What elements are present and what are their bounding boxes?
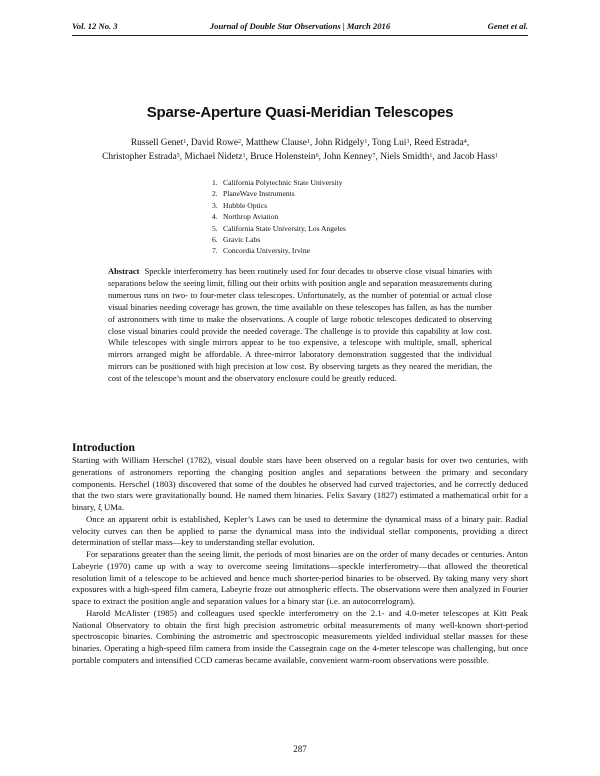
running-author: Genet et al. (487, 21, 528, 31)
author-separator: , (318, 152, 324, 162)
affiliation-name: PlaneWave Instruments (223, 189, 295, 199)
author-list (72, 136, 528, 164)
affiliation-marker: 3 (406, 139, 410, 145)
affiliation-marker: 1 (183, 139, 187, 145)
author-separator: , (375, 152, 381, 162)
affiliation-name: California State University, Los Angeles (223, 223, 346, 233)
affiliation-item (212, 200, 462, 211)
affiliation-list (212, 177, 462, 257)
intro-paragraph: For separations greater than the seeing limit, the periods of most binaries are on the order of many decades or centuries. Anton Labeyrie (1970) came up with a way to overcome seeing limitations—speckle interferometry—that allowed the theoretical resolution limit of a telescope to be achieved and hence much shorter-period binaries to be observed. By taking many very short exposures with a high-speed film camera, Labeyrie froze out atmospheric effects. The observations were then analyzed in Fourier space to extract the position angle and separation values for a binary star (i.e. an autocorrelogram). (72, 549, 528, 606)
affiliation-marker: 1 (242, 153, 246, 159)
author-name: Russell Genet (130, 138, 184, 148)
author-name: Bruce Holenstein (250, 152, 316, 162)
author-separator: , (309, 138, 315, 148)
author-name: Matthew Clause (245, 138, 307, 148)
abstract (108, 266, 492, 385)
author-name: Tong Lui (371, 138, 407, 148)
author-name: Niels Smidth (380, 152, 430, 162)
author-name: Christopher Estrada (102, 152, 177, 162)
affiliation-number: 3. (212, 200, 218, 210)
affiliation-item (212, 188, 462, 199)
affiliation-marker: 1 (429, 153, 433, 159)
author-name: Michael Nidetz (184, 152, 243, 162)
affiliation-marker: 5 (176, 153, 180, 159)
author-separator: , (367, 138, 372, 148)
affiliation-item (212, 223, 462, 234)
author-name: Jacob Hass (453, 152, 495, 162)
page-number: 287 (293, 744, 307, 754)
affiliation-number: 2. (212, 189, 218, 199)
affiliation-item (212, 177, 462, 188)
abstract-label: Abstract (108, 266, 140, 276)
affiliation-name: Hubble Optics (223, 200, 268, 210)
author-separator: , (466, 138, 470, 148)
affiliation-marker: 7 (372, 153, 376, 159)
intro-paragraph: Once an apparent orbit is established, Kepler’s Laws can be used to determine the dynamical mass of a binary pair. Radial velocity curves can then be applied to parse the dynamical mass into the individual stellar components, providing a direct determination of stellar mass—key to understanding stellar evolution. (72, 513, 528, 548)
intro-paragraph: Starting with William Herschel (1782), visual double stars have been observed on a regular basis for over two centuries, with generations of astronomers reporting the changing position angles and separations between the primary and secondary components. Herschel (1803) discovered that some of the doubles he observed had curved trajectories, and he correctly deduced that the two stars were gravitationally bound. He named them binaries. Felix Savary (1827) estimated a mathematical orbit for a binary, ξ UMa. (72, 455, 528, 512)
affiliation-number: 6. (212, 235, 218, 245)
author-separator: , (241, 138, 246, 148)
affiliation-number: 4. (212, 212, 218, 222)
author-separator: , and (432, 152, 453, 162)
author-name: David Rowe (190, 138, 239, 148)
affiliation-marker: 6 (315, 153, 319, 159)
affiliation-name: California Polytechnic State University (223, 178, 343, 187)
author-line-1 (72, 136, 528, 150)
affiliation-marker: 1 (494, 153, 498, 159)
author-separator: , (409, 138, 415, 148)
affiliation-item (212, 211, 462, 222)
author-separator: , (179, 152, 185, 162)
header-rule (72, 35, 528, 36)
volume-label: Vol. 12 No. 3 (72, 21, 118, 31)
affiliation-marker: 1 (364, 139, 368, 145)
affiliation-item (212, 245, 462, 256)
paper-title: Sparse-Aperture Quasi-Meridian Telescopes (146, 104, 454, 121)
affiliation-marker: 1 (306, 139, 310, 145)
journal-name: Journal of Double Star Observations | March 2016 (209, 21, 391, 31)
affiliation-item (212, 234, 462, 245)
author-line-2 (72, 150, 528, 164)
author-name: Reed Estrada (414, 138, 464, 148)
affiliation-name: Northrop Aviation (223, 212, 279, 222)
introduction-body (72, 455, 528, 667)
author-name: John Ridgely (314, 138, 365, 148)
affiliation-number: 7. (212, 246, 218, 256)
author-separator: , (186, 138, 191, 148)
affiliation-number: 5. (212, 223, 218, 233)
section-heading-introduction: Introduction (72, 441, 135, 454)
intro-paragraph: Harold McAlister (1985) and colleagues used speckle interferometry on the 2.1- and 4.0-meter telescopes at Kitt Peak National Observatory to obtain the first high precision astrometric orbital measurements of many well-known short-period spectroscopic binaries. Combining the astrometric and spectroscopic measurements yielded individual stellar masses for these binaries. Operating a high-speed film camera from inside the Cassegrain cage on the 4-meter telescope was challenging, but once portable computers and intensified CCD cameras became available, convenient warm-room observations were possible. (72, 607, 528, 665)
affiliation-marker: 2 (238, 139, 242, 145)
affiliation-marker: 4 (463, 139, 467, 145)
author-name: John Kenney (323, 152, 373, 162)
affiliation-name: Gravic Labs (223, 235, 261, 245)
affiliation-name: Concordia University, Irvine (223, 246, 311, 256)
abstract-text: Speckle interferometry has been routinely used for four decades to observe close visual binaries with separations below the seeing limit, filling out their orbits with position angle and separation measurements during numerous runs on two- to four-meter class telescopes. Unfortunately, as the number of potential or actual close visual binaries needing coverage has grown, the time available on these telescopes has fallen, as has the number of astronomers with time to make the observations. A couple of large robotic telescopes dedicated to observing close visual binaries could provide the needed coverage. The challenge is to provide this capability at low cost. While telescopes with single mirrors appear to be too expensive, a telescope with multiple, small, spherical mirrors arranged might be affordable. A three-mirror laboratory demonstration suggested that the individual mirrors can be positioned with high precision at low cost. By observing targets as they neared the meridian, the cost of the telescope’s mount and the observatory enclosure could be greatly reduced. (108, 266, 493, 384)
running-header (72, 21, 528, 33)
affiliation-number: 1. (212, 178, 218, 187)
author-separator: , (245, 152, 251, 162)
